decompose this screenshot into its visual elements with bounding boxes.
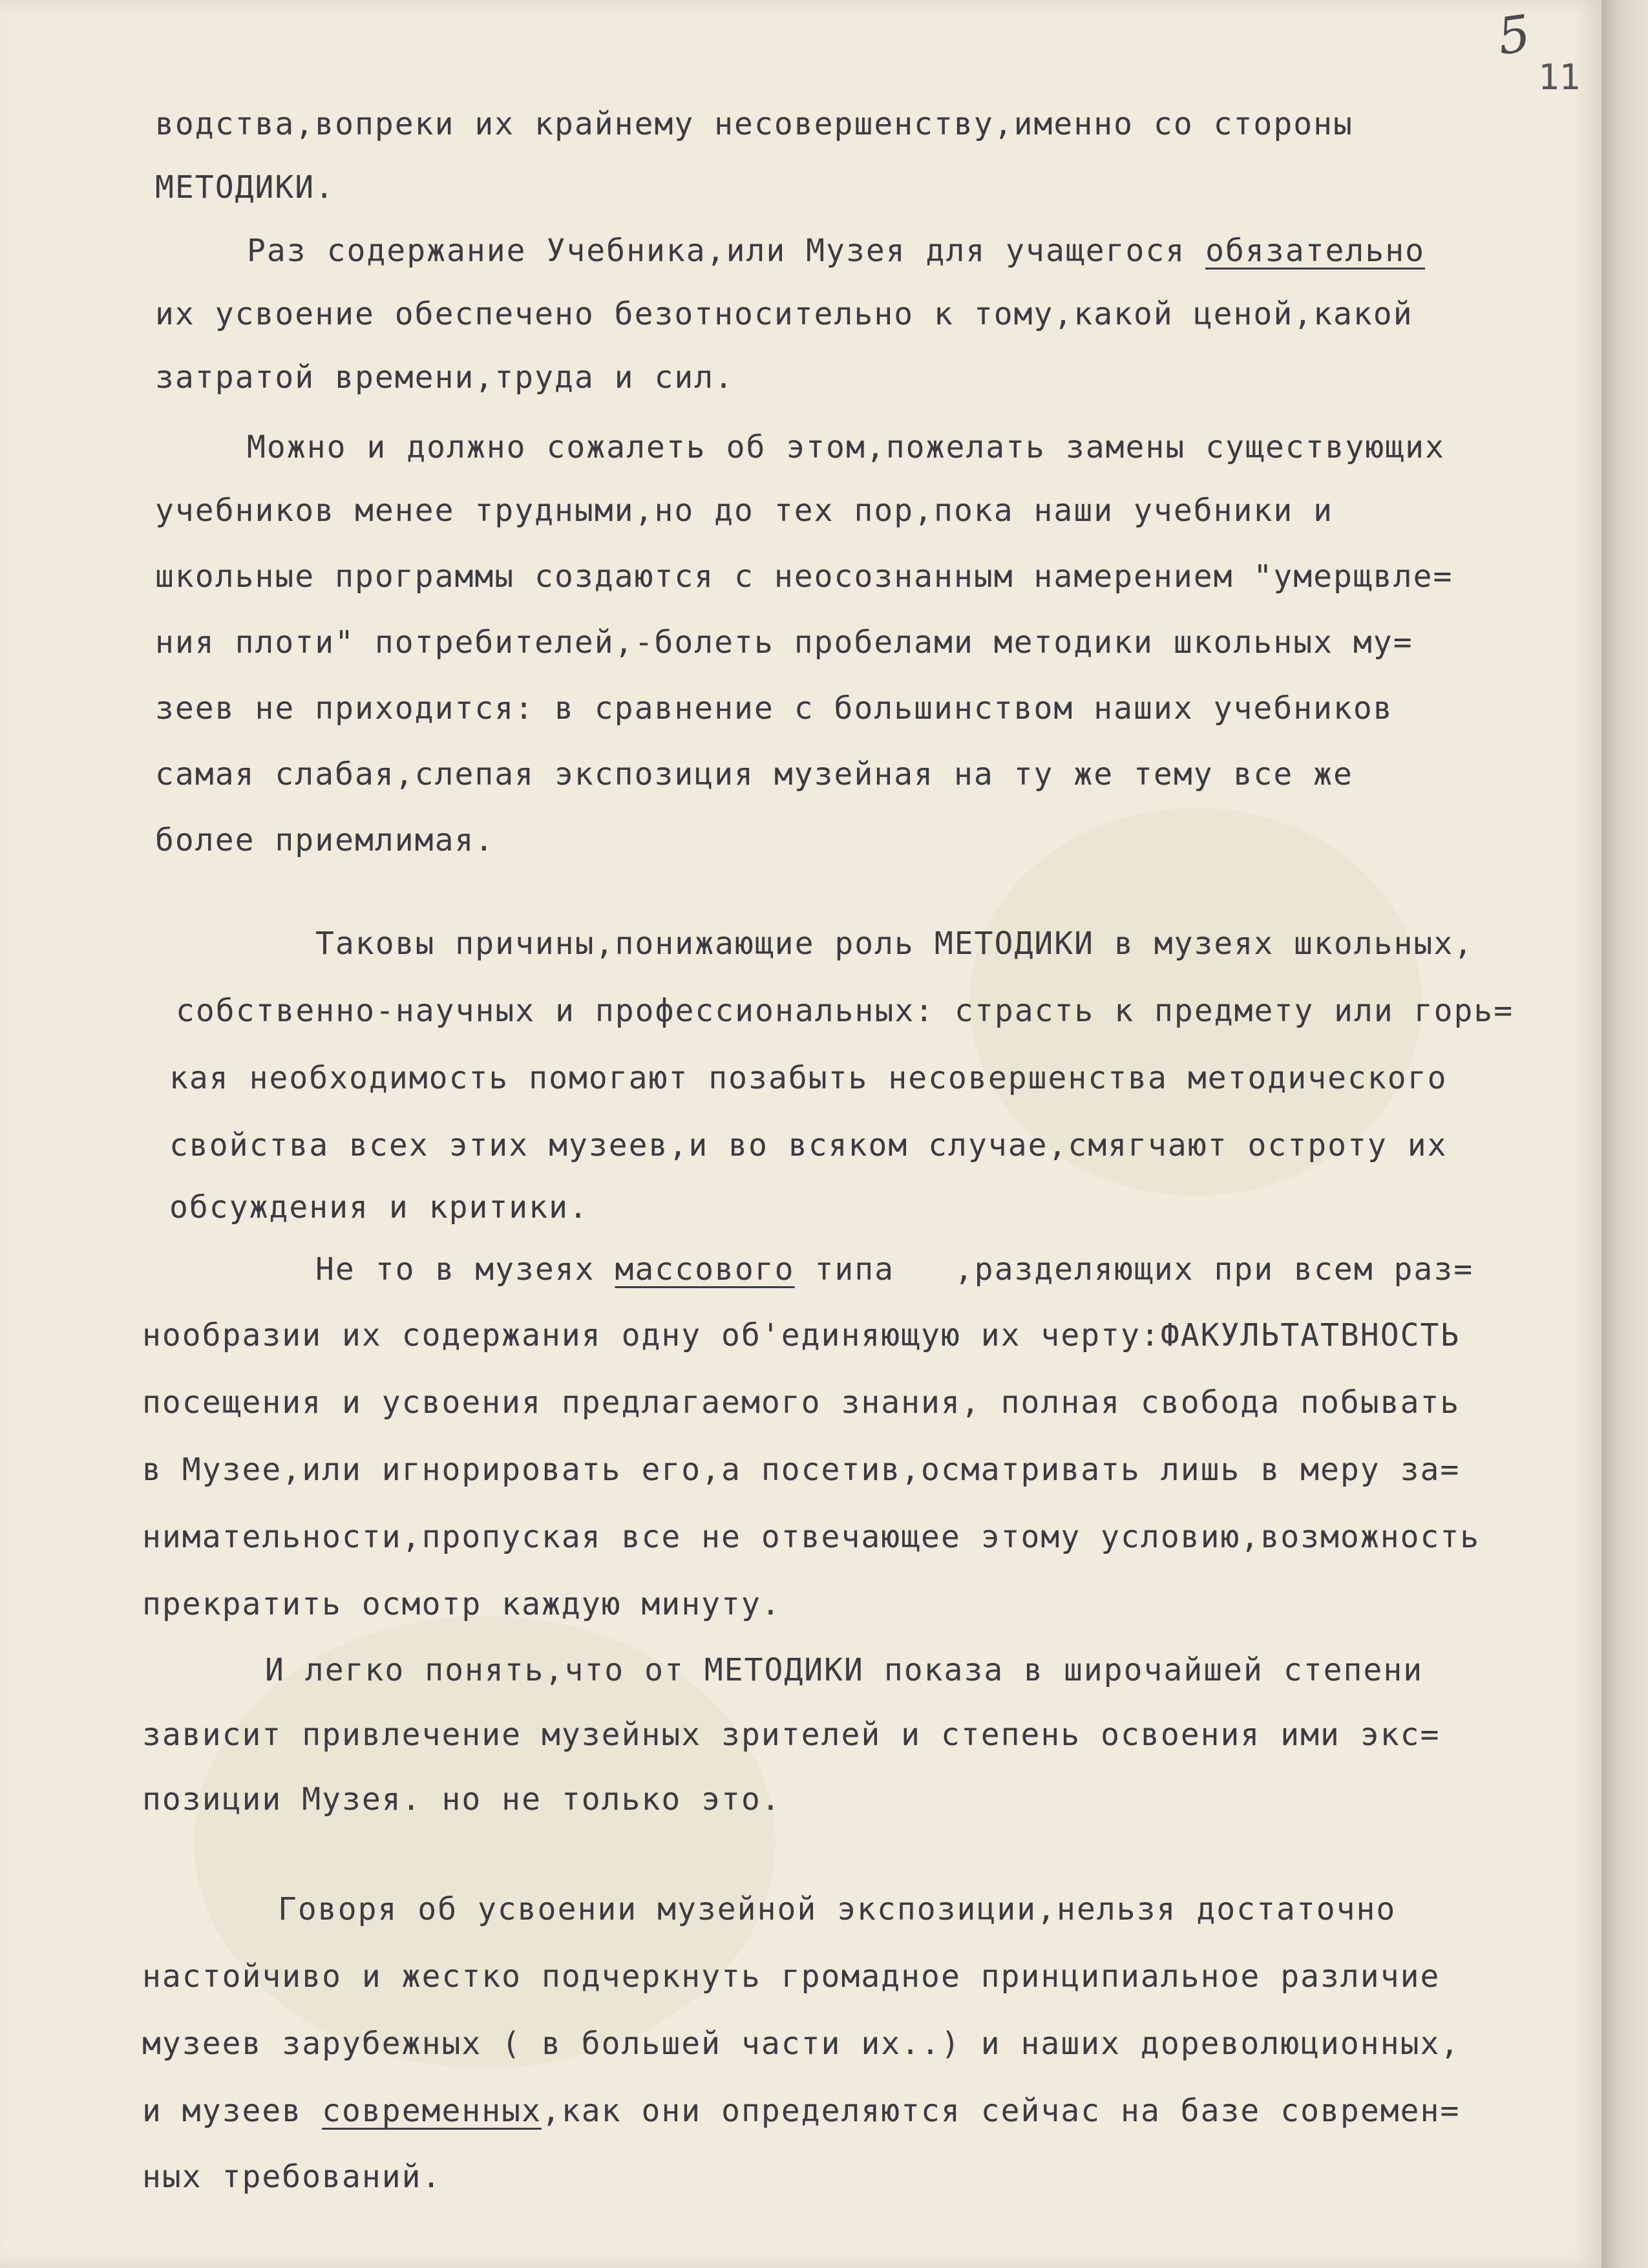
text-line: зависит привлечение музейных зрителей и степень освоения ими экс= xyxy=(142,1717,1441,1753)
text-line: школьные программы создаются с неосознанным намерением "умерщвле= xyxy=(155,558,1453,595)
text-line: кая необходимость помогают позабыть несовершенства методического xyxy=(169,1060,1448,1096)
text-line: собственно-научных и профессиональных: страсть к предмету или горь= xyxy=(176,993,1514,1029)
text-line: в Музее,или игнорировать его,а посетив,осматривать лишь в меру за= xyxy=(142,1452,1461,1488)
text-line: посещения и усвоения предлагаемого знания, полная свобода побывать xyxy=(142,1384,1461,1421)
text-line: водства,вопреки их крайнему несовершенству,именно со стороны xyxy=(155,106,1353,142)
underlined-word: современных xyxy=(322,2093,542,2129)
text-line: И легко понять,что от МЕТОДИКИ показа в широчайшей степени xyxy=(265,1652,1424,1688)
scan-background-edge xyxy=(1601,0,1648,2268)
text-line: зеев не приходится: в сравнение с большинством наших учебников xyxy=(155,690,1393,726)
text-line: ния плоти" потребителей,-болеть пробелами методики школьных му= xyxy=(155,624,1413,661)
text-line: затратой времени,труда и сил. xyxy=(155,359,735,396)
text-line: учебников менее трудными,но до тех пор,пока наши учебники и xyxy=(155,493,1334,529)
text-line: настойчиво и жестко подчеркнуть громадное принципиальное различие xyxy=(142,1958,1441,1995)
text-line: музеев зарубежных ( в большей части их..) и наших дореволюционных, xyxy=(142,2026,1461,2062)
text-line: нообразии их содержания одну об'единяющую их черту:ФАКУЛЬТАТВНОСТЬ xyxy=(142,1317,1461,1353)
text-line: Таковы причины,понижающие роль МЕТОДИКИ в музеях школьных, xyxy=(315,926,1474,962)
handwritten-page-mark: 5 xyxy=(1494,4,1534,67)
text-line: самая слабая,слепая экспозиция музейная на ту же тему все же xyxy=(155,756,1353,792)
text-line: ных требований. xyxy=(142,2159,442,2195)
text-line: Раз содержание Учебника,или Музея для учащегося обязательно xyxy=(247,233,1426,269)
text-line: Не то в музеях массового типа ,разделяющих при всем раз= xyxy=(315,1251,1474,1288)
text-line: Говоря об усвоении музейной экспозиции,нельзя достаточно xyxy=(278,1891,1397,1927)
text-line: обсуждения и критики. xyxy=(169,1189,589,1225)
text-line: МЕТОДИКИ. xyxy=(155,169,335,206)
underlined-word: обязательно xyxy=(1205,233,1426,269)
text-line: свойства всех этих музеев,и во всяком случае,смягчают остроту их xyxy=(169,1127,1448,1163)
text-line: прекратить осмотр каждую минуту. xyxy=(142,1586,781,1622)
text-line: Можно и должно сожалеть об этом,пожелать замены существующих xyxy=(247,429,1445,465)
text-line: нимательности,пропуская все не отвечающее этому условию,возможность xyxy=(142,1519,1481,1555)
text-line: позиции Музея. но не только это. xyxy=(142,1781,781,1818)
page-number: 11 xyxy=(1538,57,1581,98)
text-line: их усвоение обеспечено безотносительно к тому,какой ценой,какой xyxy=(155,296,1413,332)
underlined-word: массового xyxy=(615,1251,795,1288)
text-line: и музеев современных,как они определяются сейчас на базе современ= xyxy=(142,2093,1461,2129)
text-line: более приемлимая. xyxy=(155,822,495,858)
